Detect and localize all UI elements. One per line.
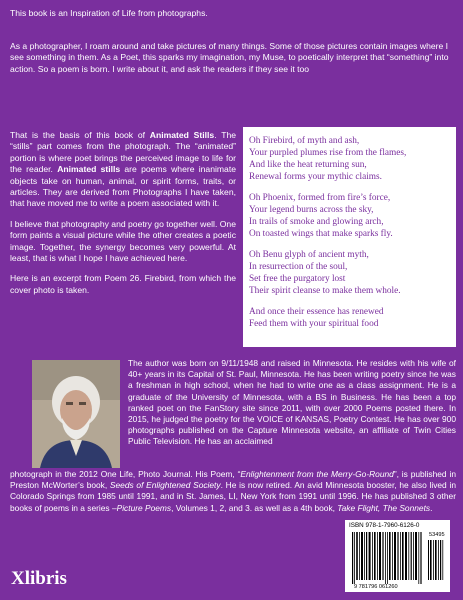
bold-term: Animated stills — [57, 164, 121, 175]
text: . The “stills” part comes from the photograph. The “animated” portion is where poet brings the perceived image to life for the reader. — [10, 130, 237, 175]
text: . — [430, 502, 433, 513]
poem-stanza — [249, 192, 450, 240]
poem-line: Your legend burns across the sky, — [249, 205, 374, 215]
italic-title: Enlightenment from the Merry-Go-Round — [240, 469, 394, 479]
excerpt-paragraph: Here is an excerpt from Poem 26. Firebird, from which the cover photo is taken. — [10, 273, 236, 295]
text: . He is now retired. An avid Minnesota booster, he also lived in Colorado Springs from 1985 until 1991, and in St. James, LI, New York from 1991 until 1996. He has published 3 other books of poems in a series – — [10, 480, 456, 513]
poem-stanza — [249, 306, 450, 330]
author-bio-continued — [10, 469, 456, 514]
poem-line: Oh Firebird, of myth and ash, — [249, 136, 360, 146]
poem-line: Your purpled plumes rise from the flames, — [249, 148, 407, 158]
poem-line: Their spirit cleanse to make them whole. — [249, 286, 401, 296]
photographer-paragraph: As a photographer, I roam around and take pictures of many things. Some of those pictures contain images where I see something in them. As a Poet, this sparks my imagination, my Muse, to poetically interpret that “something” into action. So a poem is born. I write about it, and ask the readers if they see it too — [10, 41, 449, 74]
poem-line: Oh Benu glyph of ancient myth, — [249, 250, 369, 260]
bold-term: Animated Stills — [149, 130, 215, 140]
poem-line: Set free the purgatory lost — [249, 274, 346, 284]
author-photo — [32, 360, 120, 468]
text: photograph in the 2012 One Life, Photo Journal. His Poem, “ — [10, 469, 241, 479]
text: ”, is published in Preston McWorter’s book, — [10, 469, 456, 491]
barcode-number: 9 781796 061260 — [354, 584, 398, 590]
poem-excerpt-box — [243, 127, 456, 347]
author-bio-right: The author was born on 9/11/1948 and raised in Minnesota. He resides with his wife of 40+ years in its Capital of St. Paul, Minnesota. He has been writing poetry since he was a freshman in high school, when he had to write one as a class assignment. He is a graduate of the University of Minnesota, with a BS in Business. He has been a top ranked poet on the FanStory site since 2011, with over 2000 Poems posted there. In 2015, he judged the poetry for the VOICE of KANSAS, Poetry Contest. He has over 900 photographs published on the Capture Minnesota website, an affiliate of Twin Cities Public Television. He has an acclaimed — [128, 358, 456, 447]
poem-stanza — [249, 249, 450, 297]
poem-line: And like the heat returning sun, — [249, 160, 367, 170]
isbn-label: ISBN 978-1-7960-6126-0 — [349, 522, 420, 529]
poem-line: Oh Phoenix, formed from fire’s force, — [249, 193, 391, 203]
left-column — [10, 130, 236, 305]
italic-title: Seeds of Enlightened Society — [109, 480, 221, 491]
author-portrait-image — [32, 360, 120, 468]
price-code: 53495 — [429, 532, 445, 538]
barcode-icon — [348, 530, 448, 586]
poem-stanza — [249, 135, 450, 183]
poem-line: Feed them with your spiritual food — [249, 319, 379, 329]
publisher-logo: Xlibris — [11, 568, 67, 589]
text: are poems where inanimate objects take on human, animal, or spirit forms, traits, or articles. They are derived from Photographs I have taken, that have moved me to write a poem associated with it. — [10, 164, 236, 209]
text: That is the basis of this book of — [10, 130, 150, 140]
photography-poetry-paragraph: I believe that photography and poetry go together well. One form paints a visual picture while the other creates a poetic image. Together, the synergy becomes very powerful. At least, that is what I hope I have achieved here. — [10, 218, 236, 264]
barcode-box — [345, 520, 450, 592]
poem-line: In trails of smoke and glowing arch, — [249, 217, 384, 227]
italic-title: Picture Poems — [116, 502, 172, 513]
poem-line: Renewal forms your mythic claims. — [249, 172, 382, 182]
text: , Volumes 1, 2, and 3. as well as a 4th book, — [171, 502, 338, 513]
intro-line: This book is an Inspiration of Life from photographs. — [10, 8, 208, 18]
poem-line: On toasted wings that make sparks fly. — [249, 229, 393, 239]
poem-line: And once their essence has renewed — [249, 307, 384, 317]
italic-title: Take Flight, The Sonnets — [337, 502, 431, 513]
poem-line: In resurrection of the soul, — [249, 262, 348, 272]
animated-stills-paragraph — [10, 130, 236, 210]
